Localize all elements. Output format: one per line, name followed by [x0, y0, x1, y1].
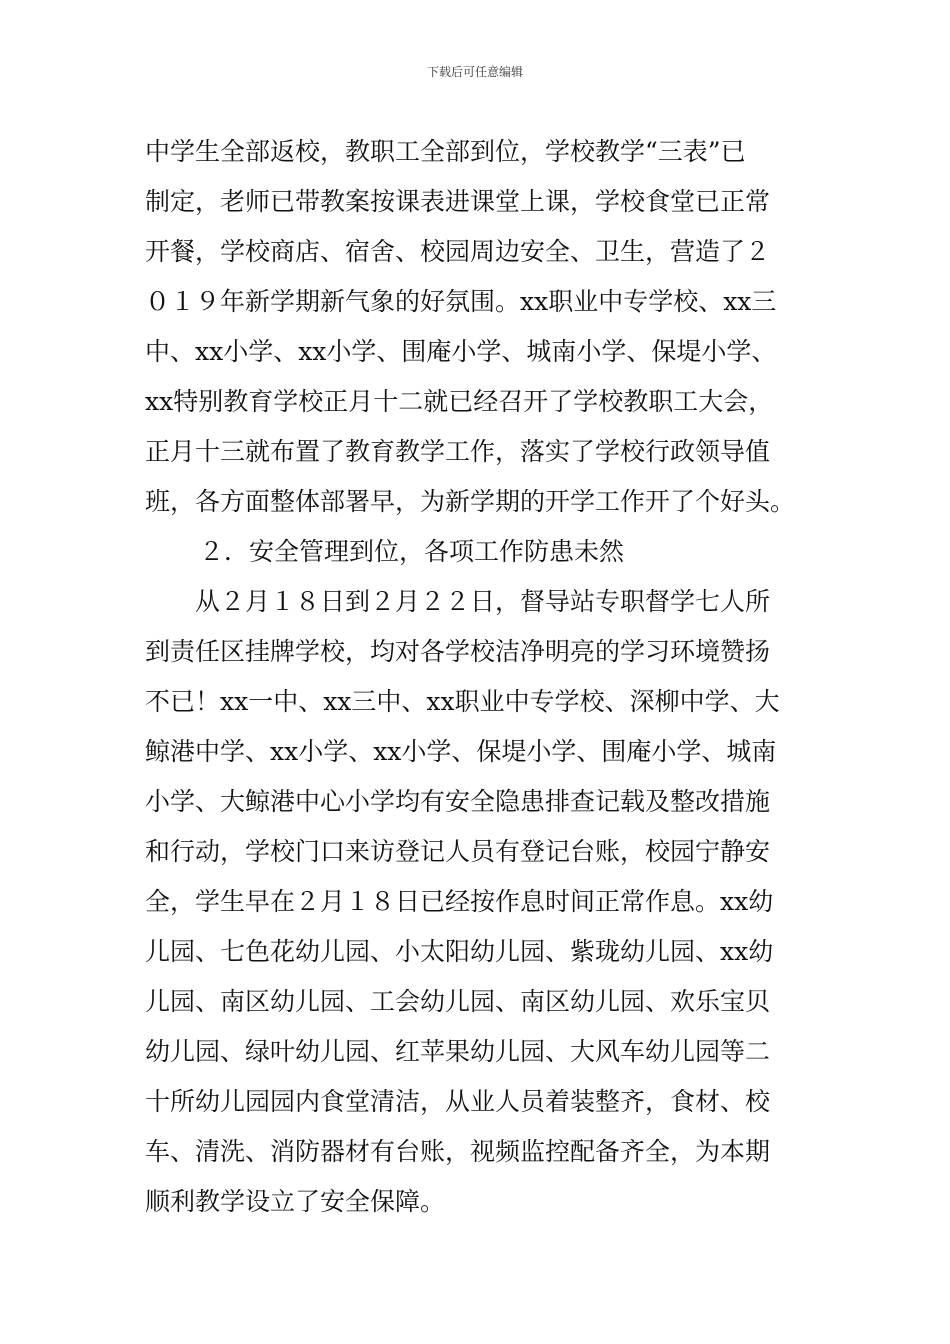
text-line: 到责任区挂牌学校，均对各学校洁净明亮的学习环境赞扬: [145, 637, 771, 666]
text-line: 小学、大鲸港中心小学均有安全隐患排查记载及整改措施: [145, 787, 771, 816]
text-line: 全，学生早在２月１８日已经按作息时间正常作息。xx幼: [145, 887, 774, 916]
text-line: 制定，老师已带教案按课表进课堂上课，学校食堂已正常: [145, 187, 771, 216]
text-line: 儿园、七色花幼儿园、小太阳幼儿园、紫珑幼儿园、xx幼: [145, 937, 774, 966]
text-line: 儿园、南区幼儿园、工会幼儿园、南区幼儿园、欢乐宝贝: [145, 987, 771, 1016]
text-line: 十所幼儿园园内食堂清洁，从业人员着装整齐，食材、校: [145, 1087, 771, 1116]
text-line: ０１９年新学期新气象的好氛围。xx职业中专学校、xx三: [145, 287, 777, 316]
page-header: 下载后可任意编辑: [426, 65, 523, 79]
document-body: [145, 127, 835, 1227]
text-line: 不已！xx一中、xx三中、xx职业中专学校、深柳中学、大: [145, 687, 780, 716]
text-line: 中学生全部返校，教职工全部到位，学校教学“三表”已: [145, 137, 746, 166]
text-line: 鲸港中学、xx小学、xx小学、保堤小学、围庵小学、城南: [145, 737, 777, 766]
text-line: 班，各方面整体部署早，为新学期的开学工作开了个好头。: [145, 487, 796, 516]
text-line: 开餐，学校商店、宿舍、校园周边安全、卫生，营造了２: [145, 237, 771, 266]
text-line: 中、xx小学、xx小学、围庵小学、城南小学、保堤小学、: [145, 337, 777, 366]
paragraph-first-line: 从２月１８日到２月２２日，督导站专职督学七人所: [195, 587, 771, 616]
text-line: 和行动，学校门口来访登记人员有登记台账，校园宁静安: [145, 837, 771, 866]
text-line: 正月十三就布置了教育教学工作，落实了学校行政领导值: [145, 437, 771, 466]
text-line: 顺利教学设立了安全保障。: [145, 1187, 446, 1216]
text-line: 车、清洗、消防器材有台账，视频监控配备齐全，为本期: [145, 1137, 771, 1166]
section-heading: ２．安全管理到位，各项工作防患未然: [199, 537, 625, 566]
text-line: xx特别教育学校正月十二就已经召开了学校教职工大会，: [145, 387, 774, 416]
text-line: 幼儿园、绿叶幼儿园、红苹果幼儿园、大风车幼儿园等二: [145, 1037, 771, 1066]
